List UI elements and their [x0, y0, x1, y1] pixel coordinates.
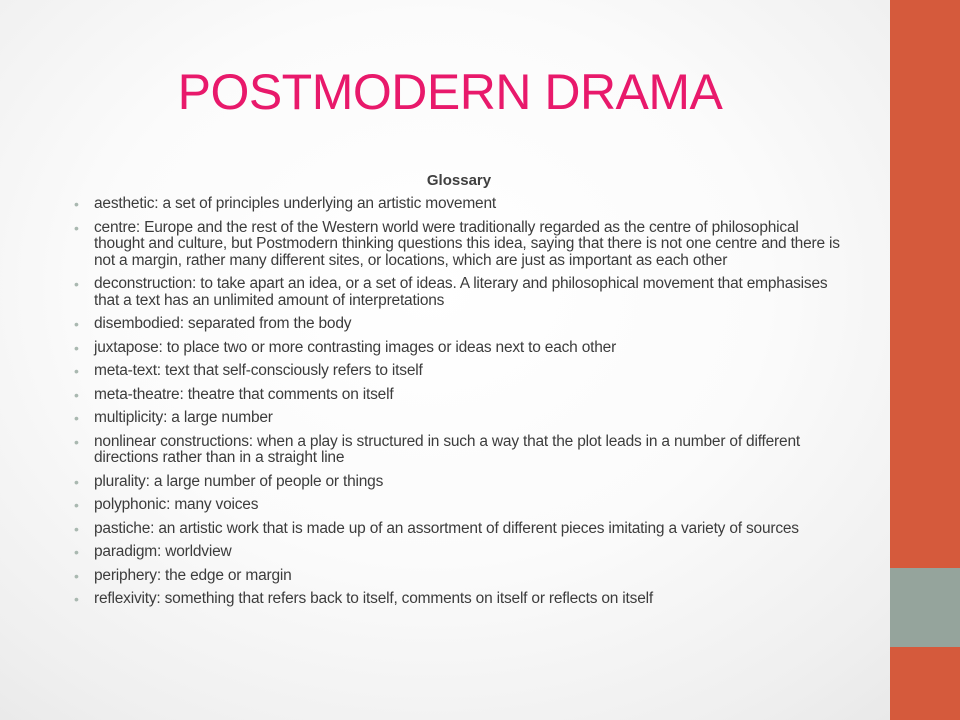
glossary-item	[74, 521, 844, 538]
glossary-item-text: reflexivity: something that refers back to itself, comments on itself or reflects on itself	[94, 590, 653, 607]
glossary-item-text: meta-text: text that self-consciously refers to itself	[94, 362, 423, 379]
glossary-item	[74, 591, 844, 608]
glossary-list	[74, 196, 844, 608]
slide-title: POSTMODERN DRAMA	[177, 64, 723, 120]
bullet-icon: •	[74, 433, 79, 450]
glossary-item	[74, 568, 844, 585]
glossary-item	[74, 196, 844, 213]
glossary-item-text: pastiche: an artistic work that is made up of an assortment of different pieces imitating a variety of sources	[94, 519, 799, 537]
accent-band-middle	[890, 568, 960, 647]
glossary-item	[74, 220, 844, 270]
glossary-item	[74, 497, 844, 514]
bullet-icon: •	[74, 591, 79, 607]
glossary-item-text: polyphonic: many voices	[94, 496, 259, 513]
bullet-icon: •	[74, 386, 79, 403]
glossary-item-text: meta-theatre: theatre that comments on itself	[94, 385, 394, 403]
slide-content	[74, 170, 844, 615]
accent-band-top	[890, 0, 960, 568]
glossary-item	[74, 276, 844, 309]
glossary-item-text: plurality: a large number of people or things	[94, 472, 384, 490]
bullet-icon: •	[74, 316, 79, 332]
bullet-icon: •	[74, 339, 79, 356]
glossary-item	[74, 410, 844, 427]
bullet-icon: •	[74, 567, 79, 584]
glossary-item-text: juxtapose: to place two or more contrasting images or ideas next to each other	[94, 338, 617, 356]
glossary-item-text: paradigm: worldview	[94, 543, 232, 560]
glossary-item-text: disembodied: separated from the body	[94, 315, 352, 332]
glossary-item	[74, 316, 844, 333]
glossary-item-text: centre: Europe and the rest of the Western world were traditionally regarded as the centre of philosophical thought and culture, but Postmodern thinking questions this idea, saying that there is not one centre and there is not a margin, rather many different sites, or locations, which are just as important as each other	[94, 218, 840, 269]
bullet-icon: •	[74, 196, 79, 212]
glossary-item-text: multiplicity: a large number	[94, 409, 273, 426]
bullet-icon: •	[74, 544, 79, 560]
bullet-icon: •	[74, 497, 79, 513]
glossary-item	[74, 387, 844, 404]
glossary-item	[74, 340, 844, 357]
accent-band-bottom	[890, 647, 960, 720]
glossary-heading: Glossary	[426, 172, 492, 189]
glossary-item-text: nonlinear constructions: when a play is structured in such a way that the plot leads in a number of different directions rather than in a straight line	[94, 432, 800, 466]
bullet-icon: •	[74, 520, 79, 537]
bullet-icon: •	[74, 219, 79, 236]
glossary-item-text: aesthetic: a set of principles underlying an artistic movement	[94, 195, 496, 212]
glossary-item	[74, 474, 844, 491]
glossary-item-text: periphery: the edge or margin	[94, 566, 292, 584]
glossary-item-text: deconstruction: to take apart an idea, or a set of ideas. A literary and philosophical movement that emphasises that a text has an unlimited amount of interpretations	[94, 275, 828, 309]
bullet-icon: •	[74, 363, 79, 379]
glossary-item	[74, 363, 844, 380]
glossary-item	[74, 434, 844, 467]
bullet-icon: •	[74, 276, 79, 292]
bullet-icon: •	[74, 410, 79, 426]
bullet-icon: •	[74, 473, 79, 490]
glossary-item	[74, 544, 844, 561]
